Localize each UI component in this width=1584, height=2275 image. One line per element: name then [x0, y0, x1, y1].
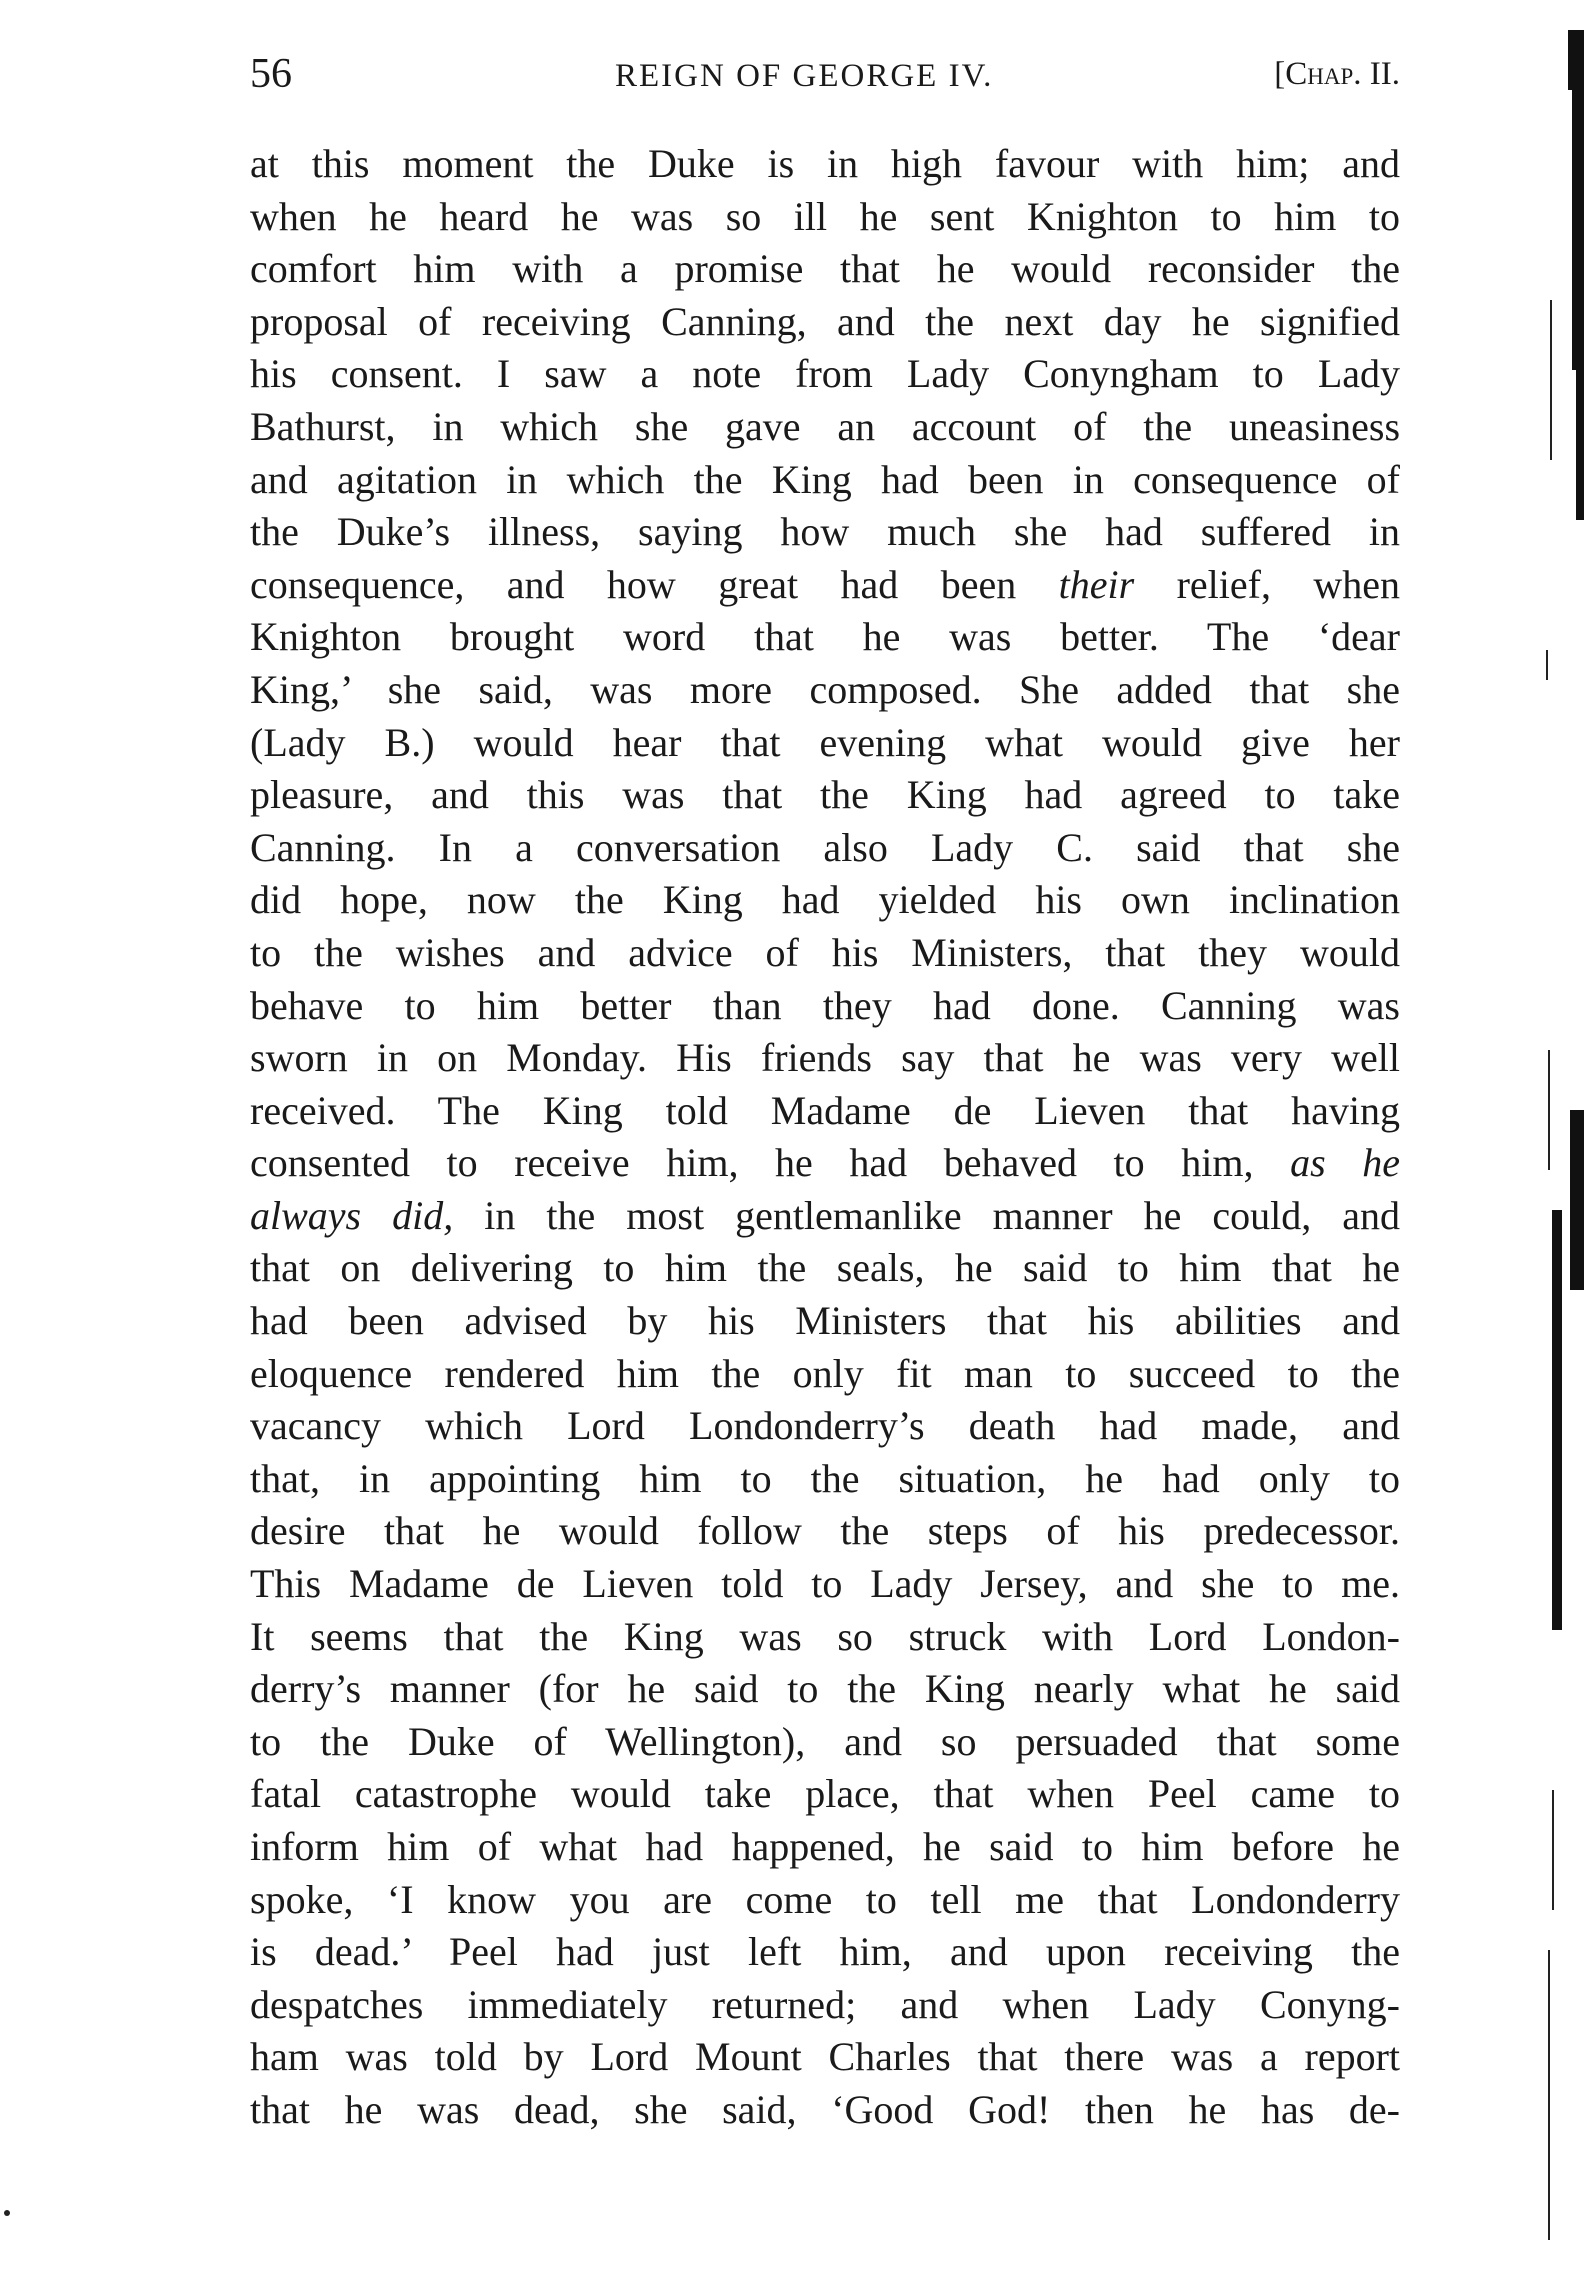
page-speck — [4, 2210, 10, 2216]
text-line — [250, 927, 1400, 980]
line-text: that, in appointing him to the situation, he had only to — [250, 1455, 1401, 1501]
line-text: that on delivering to him the seals, he said to him that he — [250, 1245, 1401, 1291]
line-text: at this moment the Duke is in high favour with him; and — [250, 141, 1401, 186]
line-text: desire that he would follow the steps of his predecessor. — [250, 1508, 1400, 1554]
text-line — [250, 191, 1400, 244]
line-text: sworn in on Monday. His friends say that he was very well — [250, 1035, 1400, 1081]
line-text: when he heard he was so ill he sent Knighton to him to — [250, 193, 1400, 239]
text-line — [250, 1821, 1400, 1874]
text-line — [250, 1663, 1400, 1716]
line-text: inform him of what had happened, he said to him before he — [250, 1824, 1401, 1869]
text-line — [250, 1926, 1400, 1979]
text-line — [250, 1611, 1400, 1664]
text-line — [250, 1505, 1400, 1558]
line-text: in the most gentlemanlike manner he could, and — [453, 1192, 1401, 1238]
line-text: the Duke’s illness, saying how much she had suffered in — [250, 509, 1401, 555]
chapter-word: Chap. — [1285, 56, 1362, 92]
text-line — [250, 611, 1400, 664]
text-line — [250, 296, 1400, 349]
text-line — [250, 1295, 1400, 1348]
line-text: relief, when — [1134, 561, 1401, 607]
line-text: to the Duke of Wellington), and so persuaded that some — [250, 1718, 1400, 1764]
text-line — [250, 1558, 1400, 1611]
text-line — [250, 2031, 1400, 2084]
text-line — [250, 822, 1400, 875]
text-line — [250, 1400, 1400, 1453]
text-line — [250, 1032, 1400, 1085]
line-text: vacancy which Lord Londonderry’s death had made, and — [250, 1403, 1400, 1449]
line-text: to the wishes and advice of his Ministers, that they would — [250, 929, 1400, 975]
line-text: his consent. I saw a note from Lady Conyngham to Lady — [250, 351, 1401, 397]
line-text: King,’ she said, was more composed. She added that she — [250, 666, 1401, 712]
text-line — [250, 138, 1400, 191]
line-text: eloquence rendered him the only fit man to succeed to the — [250, 1350, 1401, 1396]
line-text: behave to him better than they had done. Canning was — [250, 982, 1400, 1028]
chapter-reference — [1274, 56, 1400, 93]
text-line — [250, 980, 1400, 1033]
text-line — [250, 559, 1400, 612]
text-line — [250, 1137, 1400, 1190]
line-text: ham was told by Lord Mount Charles that there was a report — [250, 2034, 1401, 2080]
text-line — [250, 874, 1400, 927]
line-text: (Lady B.) would hear that evening what would give her — [250, 719, 1400, 765]
text-line — [250, 454, 1400, 507]
chapter-bracket: [ — [1274, 56, 1286, 92]
text-line — [250, 717, 1400, 770]
line-text: and agitation in which the King had been in consequence of — [250, 456, 1400, 502]
body-text — [250, 138, 1400, 2137]
line-text: is dead.’ Peel had just left him, and upon receiving the — [250, 1929, 1401, 1975]
text-line — [250, 1190, 1400, 1243]
text-line — [250, 1716, 1400, 1769]
line-text: consequence, and how great had been — [250, 561, 1059, 607]
line-text: Knighton brought word that he was better. The ‘dear — [250, 614, 1400, 660]
text-line — [250, 1768, 1400, 1821]
line-text: that he was dead, she said, ‘Good God! then he has de- — [250, 2086, 1401, 2132]
chapter-number: II. — [1361, 56, 1400, 92]
line-text: spoke, ‘I know you are come to tell me that Londonderry — [250, 1876, 1400, 1922]
text-line — [250, 1085, 1400, 1138]
line-text: Bathurst, in which she gave an account of the uneasiness — [250, 403, 1401, 449]
text-line — [250, 506, 1400, 559]
text-line — [250, 401, 1400, 454]
line-text: comfort him with a promise that he would reconsider the — [250, 246, 1400, 292]
text-line — [250, 1453, 1400, 1506]
text-line — [250, 2084, 1400, 2137]
line-text: had been advised by his Ministers that his abilities and — [250, 1298, 1400, 1344]
line-text: consented to receive him, he had behaved to him, — [250, 1140, 1291, 1186]
running-head — [250, 50, 1400, 110]
italic-text: their — [1058, 561, 1135, 607]
text-line — [250, 1874, 1400, 1927]
line-text: This Madame de Lieven told to Lady Jersey, and she to me. — [250, 1561, 1401, 1607]
text-line — [250, 664, 1400, 717]
text-line — [250, 1242, 1400, 1295]
line-text: pleasure, and this was that the King had agreed to take — [250, 772, 1401, 818]
italic-text: as he — [1290, 1140, 1400, 1186]
binding-shadow — [1562, 30, 1584, 2260]
text-line — [250, 348, 1400, 401]
line-text: did hope, now the King had yielded his own inclination — [250, 877, 1401, 923]
line-text: derry’s manner (for he said to the King nearly what he said — [250, 1666, 1401, 1712]
text-line — [250, 1979, 1400, 2032]
line-text: received. The King told Madame de Lieven that having — [250, 1087, 1401, 1133]
text-line — [250, 243, 1400, 296]
italic-text: always did, — [250, 1192, 454, 1238]
line-text: Canning. In a conversation also Lady C. said that she — [250, 824, 1401, 870]
text-line — [250, 769, 1400, 822]
line-text: It seems that the King was so struck with Lord London- — [250, 1613, 1400, 1659]
line-text: proposal of receiving Canning, and the next day he signified — [250, 298, 1401, 344]
text-line — [250, 1348, 1400, 1401]
page-number: 56 — [250, 51, 292, 97]
running-title: REIGN OF GEORGE IV. — [615, 58, 994, 94]
line-text: despatches immediately returned; and when Lady Conyng- — [250, 1981, 1400, 2027]
line-text: fatal catastrophe would take place, that when Peel came to — [250, 1771, 1400, 1817]
